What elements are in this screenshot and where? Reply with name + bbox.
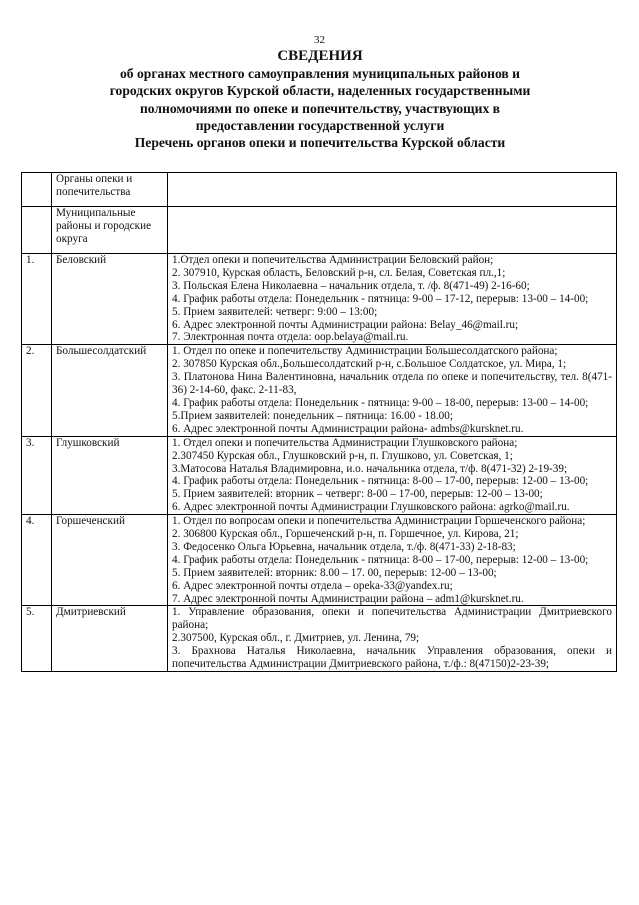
detail-line: 2.307500, Курская обл., г. Дмитриев, ул. Ленина, 79; — [172, 632, 420, 645]
table-row — [22, 515, 617, 606]
detail-line: 3. Брахнова Наталья Николаевна, начальник Управления образования, опеки и попечительства Администрации Дмитриевского района, т./ф.: 8(47150)2-23-39; — [172, 645, 612, 671]
detail-line: 2. 307910, Курская область, Беловский р-н, сл. Белая, Советская пл.,1; — [172, 266, 506, 279]
detail-line: 4. График работы отдела: Понедельник - пятница: 9-00 – 17-12, перерыв: 13-00 – 14-00; — [172, 292, 589, 305]
detail-line: 7. Адрес электронной почты Администрации района – adm1@kursknet.ru. — [172, 592, 524, 605]
detail-line: 3. Платонова Нина Валентиновна, начальник отдела по опеке и попечительству, тел. 8(471-36) 2-14-60, факс. 2-11-83, — [172, 371, 612, 397]
district-details — [168, 254, 617, 345]
document-header — [20, 48, 620, 151]
district-name: Глушковский — [52, 436, 168, 514]
table-header-label: Органы опеки и попечительства — [52, 173, 168, 207]
district-name: Большесолдатский — [52, 345, 168, 436]
detail-line: 4. График работы отдела: Понедельник - пятница: 8-00 – 17-00, перерыв: 12-00 – 13-00; — [172, 553, 589, 566]
detail-line: 2.307450 Курская обл., Глушковский р-н, п. Глушково, ул. Советская, 1; — [172, 449, 513, 462]
document-title: СВЕДЕНИЯ — [277, 48, 363, 64]
detail-line: 3. Польская Елена Николаевна – начальник отдела, т. /ф. 8(471-49) 2-16-60; — [172, 279, 530, 292]
row-number: 2. — [22, 345, 52, 436]
table-header-value — [168, 173, 617, 207]
detail-line: 1.Отдел опеки и попечительства Администрации Беловский район; — [172, 254, 494, 266]
detail-line: 6. Адрес электронной почты отдела – opeka-33@yandex.ru; — [172, 579, 453, 592]
district-details — [168, 515, 617, 606]
detail-line: 2. 307850 Курская обл.,Большесолдатский р-н, с.Большое Солдатское, ул. Мира, 1; — [172, 358, 567, 371]
header-line: городских округов Курской области, наделенных государственными — [109, 83, 531, 99]
district-name: Горшеченский — [52, 515, 168, 606]
detail-line: 5. Прием заявителей: четверг: 9:00 – 13:00; — [172, 305, 378, 318]
header-line: полномочиями по опеке и попечительству, участвующих в — [139, 100, 501, 116]
detail-line: 4. График работы отдела: Понедельник - пятница: 9-00 – 18-00, перерыв: 13-00 – 14-00; — [172, 396, 589, 409]
district-name: Дмитриевский — [52, 606, 168, 672]
detail-line: 6. Адрес электронной почты Администрации Глушковского района: agrko@mail.ru. — [172, 501, 570, 514]
row-number: 5. — [22, 606, 52, 672]
table-header-label: Муниципальные районы и городские округа — [52, 207, 168, 254]
detail-line: 1. Отдел опеки и попечительства Администрации Глушковского района; — [172, 436, 518, 449]
header-line: Перечень органов опеки и попечительства Курской области — [134, 135, 506, 151]
detail-line: 1. Отдел по вопросам опеки и попечительства Администрации Горшеченского района; — [172, 515, 586, 528]
detail-line: 3.Матосова Наталья Владимировна, и.о. начальника отдела, т/ф. 8(471-32) 2-19-39; — [172, 462, 568, 475]
detail-line: 5.Прием заявителей: понедельник – пятница: 16.00 - 18.00; — [172, 409, 453, 422]
district-details — [168, 606, 617, 672]
table-row — [22, 436, 617, 514]
table-cell — [22, 207, 52, 254]
detail-line: 6. Адрес электронной почты Администрации района: Belay_46@mail.ru; — [172, 318, 519, 331]
page-number: 32 — [314, 34, 325, 46]
guardianship-table — [21, 172, 617, 672]
row-number: 1. — [22, 254, 52, 345]
detail-line: 4. График работы отдела: Понедельник - пятница: 8-00 – 17-00, перерыв: 12-00 – 13-00; — [172, 475, 589, 488]
table-header-row — [22, 207, 617, 254]
header-line: об органах местного самоуправления муниципальных районов и — [120, 66, 520, 82]
detail-line: 1. Отдел по опеке и попечительству Администрации Большесолдатского района; — [172, 345, 558, 358]
district-name: Беловский — [52, 254, 168, 345]
row-number: 4. — [22, 515, 52, 606]
row-number: 3. — [22, 436, 52, 514]
detail-line: 1. Управление образования, опеки и попечительства Администрации Дмитриевского района; — [172, 606, 612, 632]
detail-line: 3. Федосенко Ольга Юрьевна, начальник отдела, т./ф. 8(471-33) 2-18-83; — [172, 540, 516, 553]
district-details — [168, 345, 617, 436]
table-row — [22, 606, 617, 672]
detail-line: 5. Прием заявителей: вторник – четверг: 8-00 – 17-00, перерыв: 12-00 – 13-00; — [172, 488, 543, 501]
detail-line: 2. 306800 Курская обл., Горшеченский р-н, п. Горшечное, ул. Кирова, 21; — [172, 528, 519, 541]
table-cell — [22, 173, 52, 207]
table-row — [22, 254, 617, 345]
detail-line: 5. Прием заявителей: вторник: 8.00 – 17. 00, перерыв: 12-00 – 13-00; — [172, 566, 497, 579]
header-line: предоставлении государственной услуги — [195, 117, 445, 133]
table-row — [22, 345, 617, 436]
table-header-value — [168, 207, 617, 254]
detail-line: 6. Адрес электронной почты Администрации района- admbs@kursknet.ru. — [172, 422, 524, 435]
district-details — [168, 436, 617, 514]
table-header-row — [22, 173, 617, 207]
detail-line: 7. Электронная почта отдела: oop.belaya@mail.ru. — [172, 331, 409, 344]
